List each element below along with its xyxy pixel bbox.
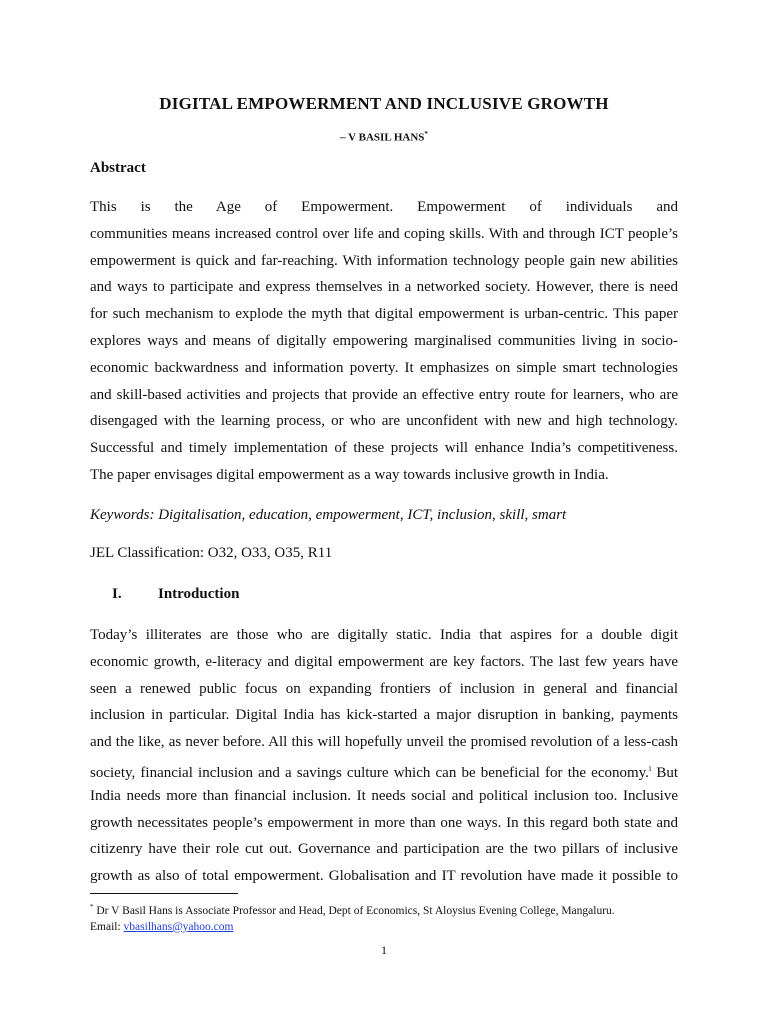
abstract-line: economic backwardness and information poverty. It emphasizes on simple smart technologies: [90, 359, 678, 376]
endnote-reference[interactable]: i: [648, 763, 652, 773]
abstract-line: empowerment is quick and far-reaching. With information technology people gain new abilities: [90, 252, 678, 269]
abstract-heading: Abstract: [90, 160, 146, 176]
abstract-line: disengaged with the learning process, or who are unconfident with new and high technology.: [90, 413, 678, 430]
intro-line: India needs more than financial inclusion. It needs social and political inclusion too. Inclusive: [90, 787, 678, 804]
abstract-line: explores ways and means of digitally empowering marginalised communities living in socio-: [90, 332, 678, 349]
intro-line: growth as also of total empowerment. Globalisation and IT revolution have made it possible to: [90, 868, 678, 885]
intro-line: growth necessitates people’s empowerment in more than one ways. In this regard both state and: [90, 814, 678, 831]
intro-line: and the like, as never before. All this will hopefully unveil the promised revolution of a less-cash: [90, 734, 678, 751]
intro-line: inclusion in particular. Digital India has kick-started a major disruption in banking, payments: [90, 707, 678, 724]
intro-line: Today’s illiterates are those who are digitally static. India that aspires for a double digit: [90, 627, 678, 643]
abstract-line: communities means increased control over life and coping skills. With and through ICT people’s: [90, 225, 678, 242]
intro-line: citizenry have their role cut out. Governance and participation are the two pillars of inclusive: [90, 841, 678, 858]
abstract-line: and skill-based activities and projects that provide an effective entry route for learners, who are: [90, 386, 678, 403]
intro-line-tail: But: [651, 764, 678, 781]
author-footnote-mark: *: [424, 130, 428, 138]
intro-line: seen a renewed public focus on expanding frontiers of inclusion in general and financial: [90, 680, 678, 697]
intro-line: economic growth, e-literacy and digital empowerment are key factors. The last few years have: [90, 653, 678, 670]
author-name: – V BASIL HANS: [340, 131, 425, 144]
footnote-text: Dr V Basil Hans is Associate Professor and Head, Dept of Economics, St Aloysius Evening College, Mangaluru.: [93, 904, 615, 917]
footnote-separator: [90, 893, 238, 894]
email-link[interactable]: vbasilhans@yahoo.com: [123, 920, 234, 933]
abstract-line: This is the Age of Empowerment. Empowerment of individuals and: [90, 199, 678, 215]
email-label: Email:: [90, 920, 124, 933]
abstract-line: Successful and timely implementation of these projects will enhance India’s competitiveness.: [90, 440, 678, 457]
introduction-paragraph: [90, 622, 678, 890]
footnote-mark: *: [90, 903, 94, 911]
keywords-line: Keywords: Digitalisation, education, empowerment, ICT, inclusion, skill, smart: [90, 507, 567, 523]
author-footnote: [90, 899, 690, 935]
abstract-paragraph: [90, 194, 678, 489]
author-line: [0, 130, 768, 144]
abstract-line: The paper envisages digital empowerment as a way towards inclusive growth in India.: [90, 466, 609, 483]
abstract-line: and ways to participate and express themselves in a networked society. However, there is need: [90, 279, 678, 296]
page-number: 1: [381, 943, 387, 957]
intro-line-with-endnote: [90, 756, 678, 783]
intro-line-text: society, financial inclusion and a savings culture which can be beneficial for the economy.: [90, 764, 649, 781]
section-number: I.: [112, 586, 122, 602]
section-title: Introduction: [158, 586, 240, 602]
jel-classification: JEL Classification: O32, O33, O35, R11: [90, 545, 333, 561]
abstract-line: for such mechanism to explode the myth that digital empowerment is urban-centric. This paper: [90, 306, 678, 323]
paper-title: DIGITAL EMPOWERMENT AND INCLUSIVE GROWTH: [159, 94, 609, 113]
